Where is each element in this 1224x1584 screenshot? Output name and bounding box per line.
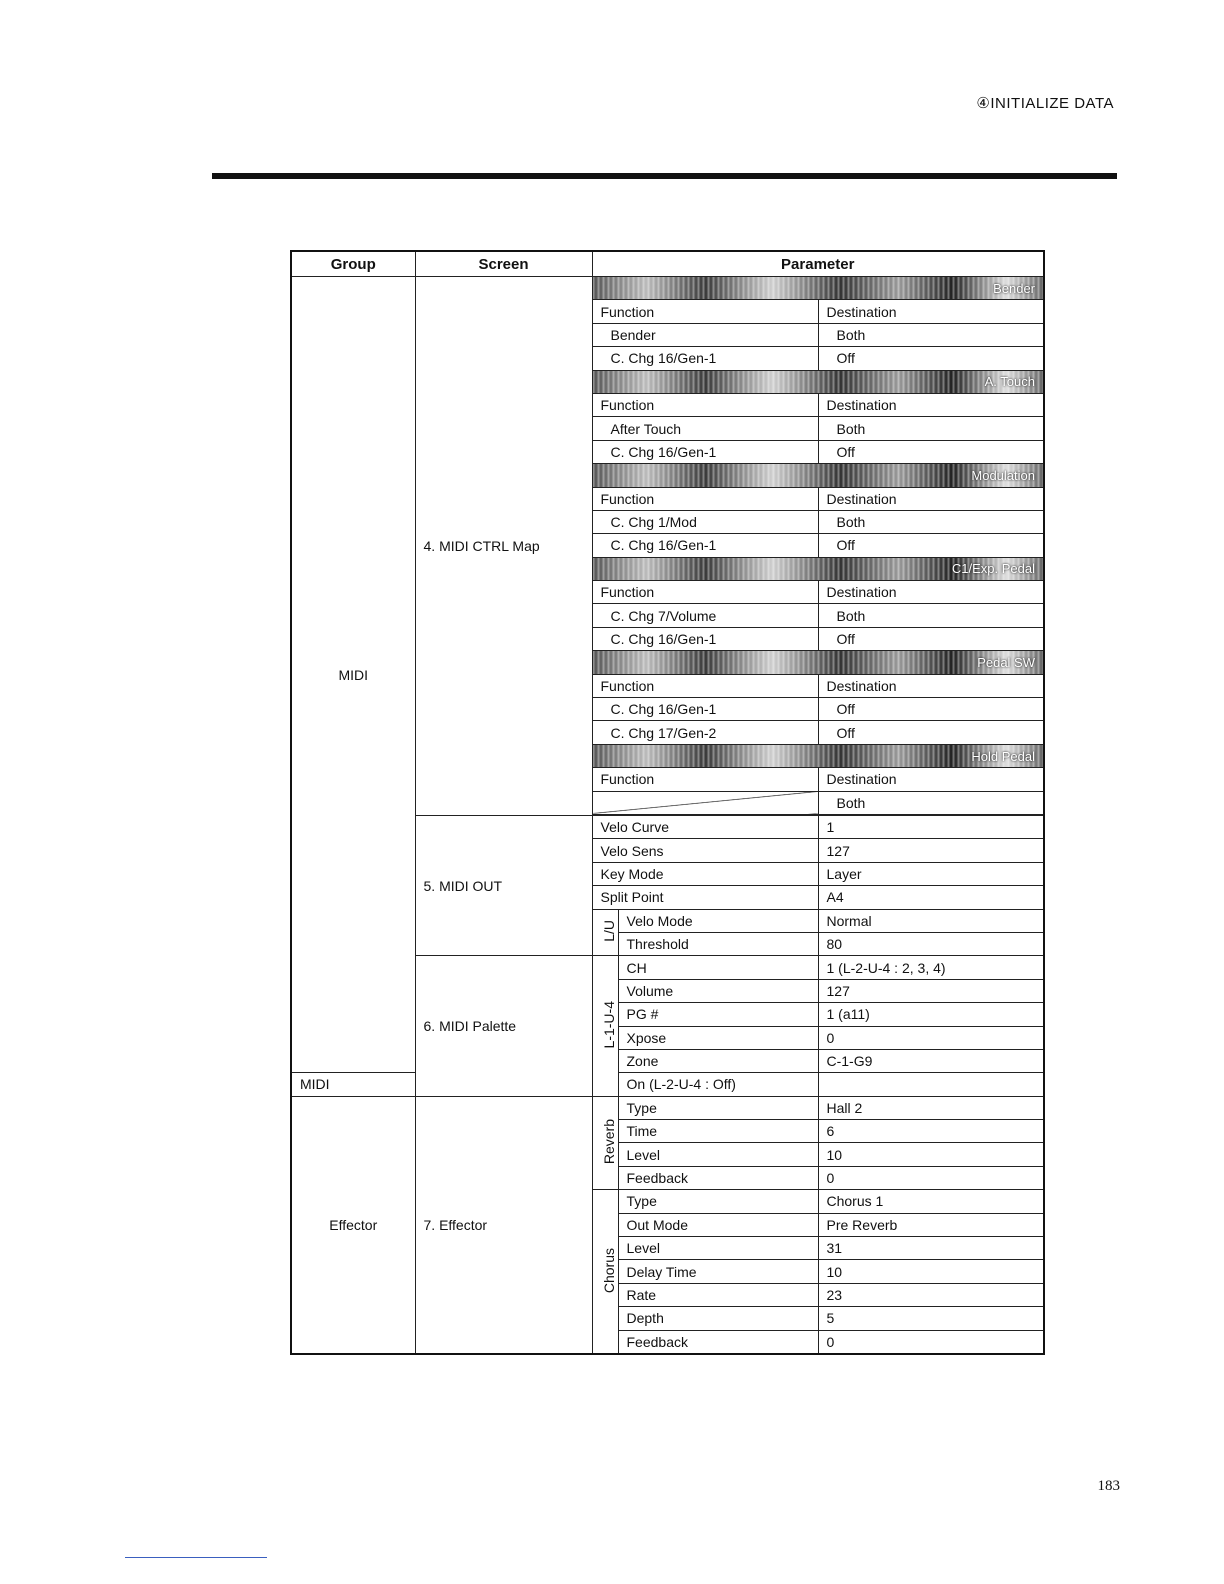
- param-name: Depth: [618, 1307, 818, 1330]
- param-value: Off: [818, 534, 1044, 557]
- param-name: C. Chg 16/Gen-1: [592, 698, 818, 721]
- param-value: Off: [818, 627, 1044, 650]
- param-value: On (L-2-U-4 : Off): [618, 1073, 818, 1096]
- screen-ctrl-map: 4. MIDI CTRL Map: [415, 277, 592, 816]
- param-value: 0: [818, 1166, 1044, 1189]
- destination-label: Destination: [818, 393, 1044, 416]
- param-value: Normal: [818, 909, 1044, 932]
- param-name: C. Chg 16/Gen-1: [592, 627, 818, 650]
- screen-midi-palette: 6. MIDI Palette: [415, 956, 592, 1096]
- group-effector: Effector: [291, 1096, 415, 1354]
- section-pedal-sw: Pedal SW: [592, 651, 1044, 674]
- param-name: C. Chg 7/Volume: [592, 604, 818, 627]
- param-value: 10: [818, 1260, 1044, 1283]
- param-value: Pre Reverb: [818, 1213, 1044, 1236]
- param-value: Off: [818, 721, 1044, 744]
- param-name: Level: [618, 1237, 818, 1260]
- param-name: C. Chg 16/Gen-1: [592, 440, 818, 463]
- param-value: 5: [818, 1307, 1044, 1330]
- param-value: Off: [818, 440, 1044, 463]
- param-value: 6: [818, 1120, 1044, 1143]
- function-label: Function: [592, 674, 818, 697]
- param-value: C-1-G9: [818, 1049, 1044, 1072]
- param-name: Out Mode: [618, 1213, 818, 1236]
- param-value: 1 (L-2-U-4 : 2, 3, 4): [818, 956, 1044, 979]
- palette-label: [592, 956, 618, 1096]
- param-value: 127: [818, 839, 1044, 862]
- section-after-touch: A. Touch: [592, 370, 1044, 393]
- param-value: Both: [818, 510, 1044, 533]
- destination-label: Destination: [818, 581, 1044, 604]
- param-value: Off: [818, 347, 1044, 370]
- param-value: Chorus 1: [818, 1190, 1044, 1213]
- param-name: Delay Time: [618, 1260, 818, 1283]
- param-name: Velo Sens: [592, 839, 818, 862]
- section-hold-pedal: Hold Pedal: [592, 744, 1044, 767]
- param-name: Type: [618, 1190, 818, 1213]
- chorus-label-text: Chorus: [600, 1247, 617, 1293]
- table-row: [291, 277, 1044, 300]
- param-value: Hall 2: [818, 1096, 1044, 1119]
- param-name: Xpose: [618, 1026, 818, 1049]
- parameter-header: Parameter: [592, 251, 1044, 277]
- param-name: Volume: [618, 979, 818, 1002]
- chorus-label: [592, 1190, 618, 1354]
- param-value: 80: [818, 932, 1044, 955]
- param-value: Both: [818, 791, 1044, 814]
- table-row: [291, 1073, 1044, 1096]
- param-value: Both: [818, 604, 1044, 627]
- param-value: 31: [818, 1237, 1044, 1260]
- param-name: C. Chg 16/Gen-1: [592, 534, 818, 557]
- function-label: Function: [592, 393, 818, 416]
- param-name: C. Chg 16/Gen-1: [592, 347, 818, 370]
- destination-label: Destination: [818, 487, 1044, 510]
- param-value: 10: [818, 1143, 1044, 1166]
- function-label: Function: [592, 768, 818, 791]
- param-name-empty: [592, 791, 818, 814]
- param-name: Feedback: [618, 1166, 818, 1189]
- group-midi: MIDI: [291, 277, 415, 1073]
- param-name: Bender: [592, 323, 818, 346]
- param-name: Velo Mode: [618, 909, 818, 932]
- screen-midi-out: 5. MIDI OUT: [415, 815, 592, 955]
- param-name: Threshold: [618, 932, 818, 955]
- param-name: Level: [618, 1143, 818, 1166]
- param-name: C. Chg 1/Mod: [592, 510, 818, 533]
- palette-label-text: L-1-U-4: [600, 1000, 617, 1049]
- param-value: Both: [818, 417, 1044, 440]
- function-label: Function: [592, 300, 818, 323]
- param-value: Off: [818, 698, 1044, 721]
- function-label: Function: [592, 581, 818, 604]
- param-value: A4: [818, 886, 1044, 909]
- function-label: Function: [592, 487, 818, 510]
- param-name: Zone: [618, 1049, 818, 1072]
- param-value: Layer: [818, 862, 1044, 885]
- reverb-label: [592, 1096, 618, 1190]
- initialize-data-table: [290, 250, 1045, 1355]
- param-value: 127: [818, 979, 1044, 1002]
- header-rule: [212, 173, 1117, 179]
- lu-label-text: L/U: [600, 920, 617, 942]
- param-value: 0: [818, 1026, 1044, 1049]
- page-number: 183: [1097, 1478, 1120, 1494]
- param-name: Key Mode: [592, 862, 818, 885]
- section-modulation: Modulation: [592, 464, 1044, 487]
- destination-label: Destination: [818, 674, 1044, 697]
- param-value: Both: [818, 323, 1044, 346]
- param-name: MIDI: [291, 1073, 415, 1096]
- param-name: Split Point: [592, 886, 818, 909]
- param-name: C. Chg 17/Gen-2: [592, 721, 818, 744]
- param-name: Type: [618, 1096, 818, 1119]
- reverb-label-text: Reverb: [600, 1118, 617, 1165]
- screen-header: Screen: [415, 251, 592, 277]
- lu-label: [592, 909, 618, 956]
- footer-line: [125, 1557, 267, 1558]
- param-name: PG #: [618, 1003, 818, 1026]
- section-bender: Bender: [592, 277, 1044, 300]
- param-value: 23: [818, 1283, 1044, 1306]
- param-name: Rate: [618, 1283, 818, 1306]
- param-name: Time: [618, 1120, 818, 1143]
- destination-label: Destination: [818, 300, 1044, 323]
- param-name: Velo Curve: [592, 815, 818, 838]
- destination-label: Destination: [818, 768, 1044, 791]
- table-header-row: [291, 251, 1044, 277]
- param-name: Feedback: [618, 1330, 818, 1354]
- table-row: [291, 1096, 1044, 1119]
- param-value: 1 (a11): [818, 1003, 1044, 1026]
- section-exp-pedal: C1/Exp. Pedal: [592, 557, 1044, 580]
- param-name: After Touch: [592, 417, 818, 440]
- param-value: 1: [818, 815, 1044, 838]
- page-header-title: ④INITIALIZE DATA: [976, 95, 1114, 112]
- param-name: CH: [618, 956, 818, 979]
- screen-effector: 7. Effector: [415, 1096, 592, 1354]
- param-value: 0: [818, 1330, 1044, 1354]
- group-header: Group: [291, 251, 415, 277]
